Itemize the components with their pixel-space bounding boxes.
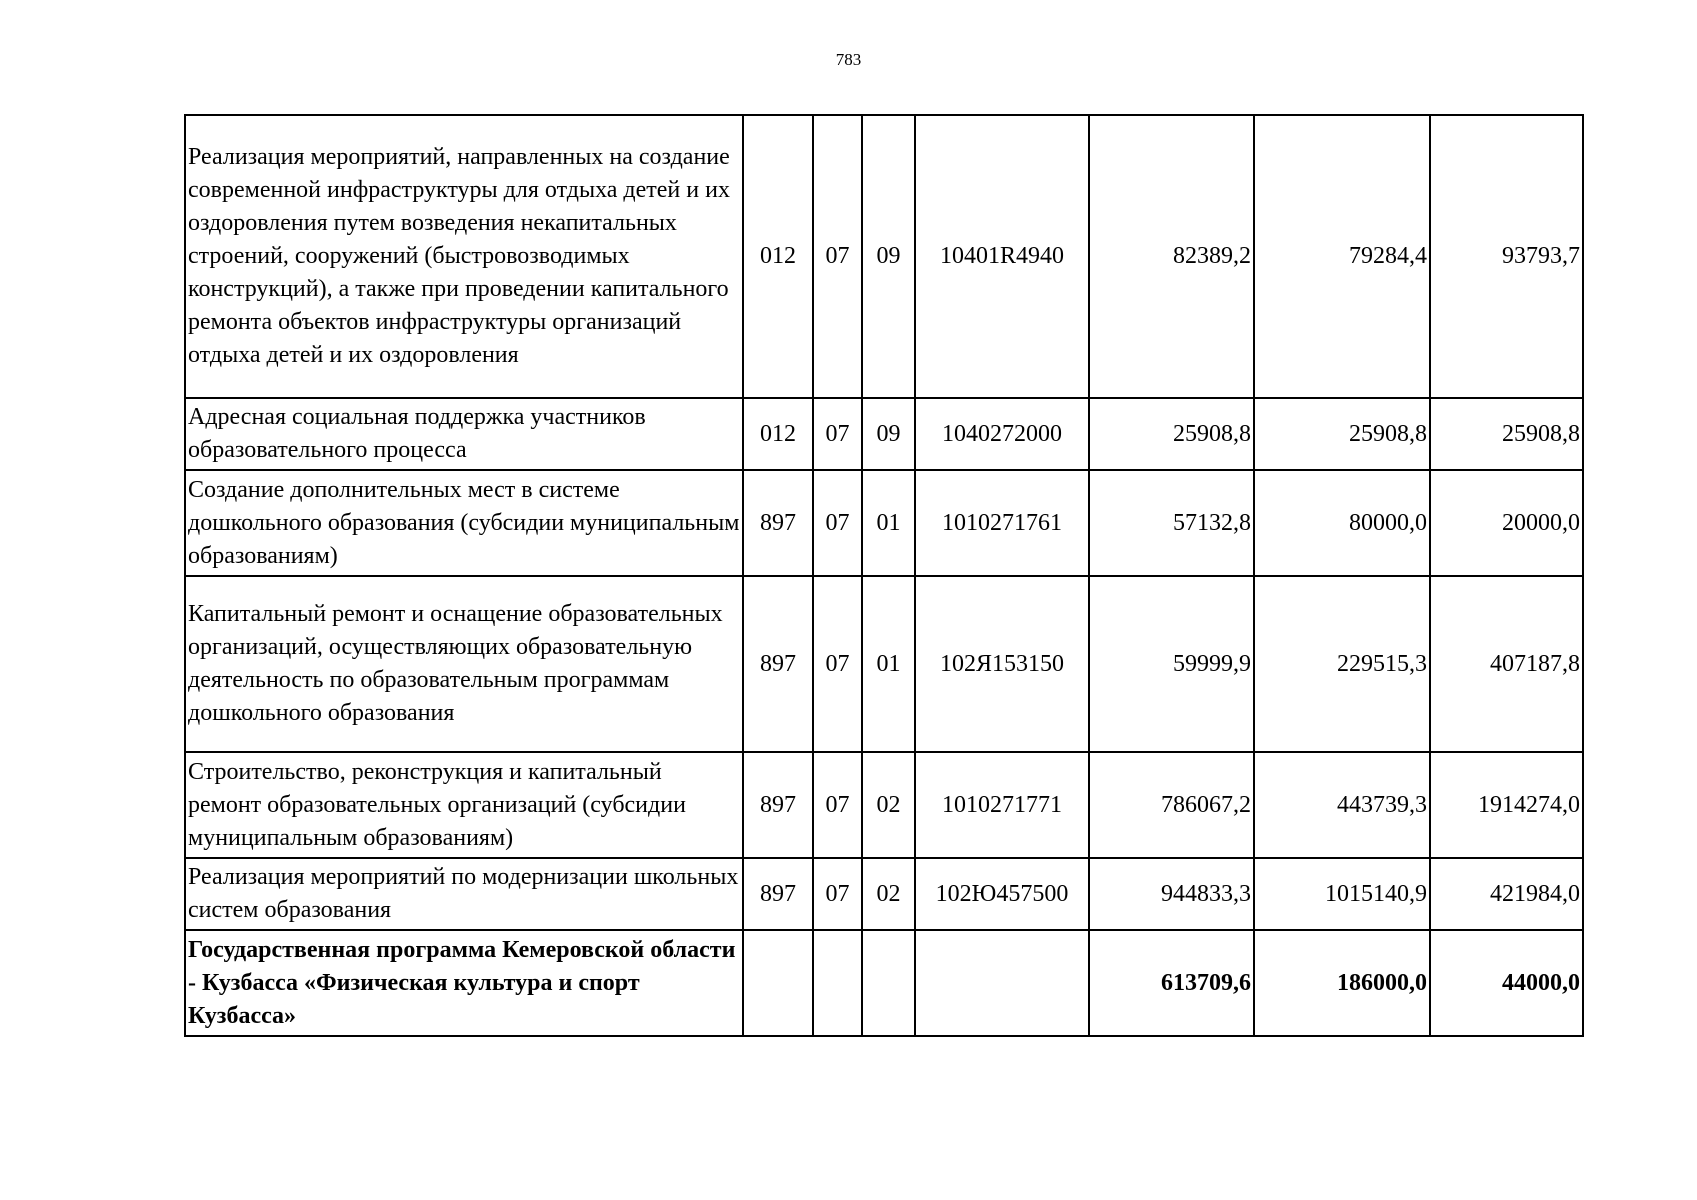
- target-article-code: 10401R4940: [915, 115, 1089, 398]
- amount-year-1: 82389,2: [1089, 115, 1254, 398]
- subsection-code: 09: [862, 115, 915, 398]
- ministry-code: 897: [743, 752, 813, 858]
- target-article-code: 1040272000: [915, 398, 1089, 470]
- amount-year-2: 79284,4: [1254, 115, 1430, 398]
- amount-year-2: 443739,3: [1254, 752, 1430, 858]
- section-code: 07: [813, 470, 862, 576]
- table-row: [185, 858, 1583, 930]
- table-row: [185, 115, 1583, 398]
- section-code: 07: [813, 115, 862, 398]
- target-article-code: 102Ю457500: [915, 858, 1089, 930]
- amount-year-1: 57132,8: [1089, 470, 1254, 576]
- amount-year-3: 25908,8: [1430, 398, 1583, 470]
- amount-year-1: 944833,3: [1089, 858, 1254, 930]
- amount-year-2: 229515,3: [1254, 576, 1430, 752]
- amount-year-3: 93793,7: [1430, 115, 1583, 398]
- expense-name: Создание дополнительных мест в системе дошкольного образования (субсидии муниципальным образованиям): [185, 470, 743, 576]
- target-article-code: 102Я153150: [915, 576, 1089, 752]
- target-article-code: 1010271761: [915, 470, 1089, 576]
- ministry-code: 897: [743, 470, 813, 576]
- program-name: Государственная программа Кемеровской области - Кузбасса «Физическая культура и спорт Кузбасса»: [185, 930, 743, 1036]
- amount-year-2: 80000,0: [1254, 470, 1430, 576]
- program-total-row: [185, 930, 1583, 1036]
- amount-year-3: 20000,0: [1430, 470, 1583, 576]
- target-article-code: [915, 930, 1089, 1036]
- section-code: [813, 930, 862, 1036]
- section-code: 07: [813, 398, 862, 470]
- ministry-code: 897: [743, 576, 813, 752]
- expense-name: Капитальный ремонт и оснащение образовательных организаций, осуществляющих образовательную деятельность по образовательным программам дошкольного образования: [185, 576, 743, 752]
- expense-name: Реализация мероприятий по модернизации школьных систем образования: [185, 858, 743, 930]
- section-code: 07: [813, 576, 862, 752]
- ministry-code: [743, 930, 813, 1036]
- subsection-code: 02: [862, 752, 915, 858]
- expense-name: Реализация мероприятий, направленных на создание современной инфраструктуры для отдыха детей и их оздоровления путем возведения некапитальных строений, сооружений (быстровозводимых конструкций), а также при проведении капитального ремонта объектов инфраструктуры организаций отдыха детей и их оздоровления: [185, 115, 743, 398]
- subsection-code: 02: [862, 858, 915, 930]
- amount-year-2: 25908,8: [1254, 398, 1430, 470]
- program-total-year-2: 186000,0: [1254, 930, 1430, 1036]
- target-article-code: 1010271771: [915, 752, 1089, 858]
- subsection-code: 01: [862, 470, 915, 576]
- table-row: [185, 752, 1583, 858]
- ministry-code: 012: [743, 115, 813, 398]
- section-code: 07: [813, 752, 862, 858]
- amount-year-1: 59999,9: [1089, 576, 1254, 752]
- amount-year-3: 421984,0: [1430, 858, 1583, 930]
- expense-name: Строительство, реконструкция и капитальный ремонт образовательных организаций (субсидии муниципальным образованиям): [185, 752, 743, 858]
- amount-year-1: 25908,8: [1089, 398, 1254, 470]
- expense-name: Адресная социальная поддержка участников образовательного процесса: [185, 398, 743, 470]
- amount-year-1: 786067,2: [1089, 752, 1254, 858]
- table-row: [185, 398, 1583, 470]
- ministry-code: 897: [743, 858, 813, 930]
- table-row: [185, 470, 1583, 576]
- amount-year-3: 1914274,0: [1430, 752, 1583, 858]
- table-row: [185, 576, 1583, 752]
- amount-year-3: 407187,8: [1430, 576, 1583, 752]
- subsection-code: 09: [862, 398, 915, 470]
- subsection-code: 01: [862, 576, 915, 752]
- program-total-year-3: 44000,0: [1430, 930, 1583, 1036]
- page-number: 783: [835, 50, 862, 69]
- budget-table: [184, 114, 1584, 1037]
- section-code: 07: [813, 858, 862, 930]
- ministry-code: 012: [743, 398, 813, 470]
- subsection-code: [862, 930, 915, 1036]
- program-total-year-1: 613709,6: [1089, 930, 1254, 1036]
- amount-year-2: 1015140,9: [1254, 858, 1430, 930]
